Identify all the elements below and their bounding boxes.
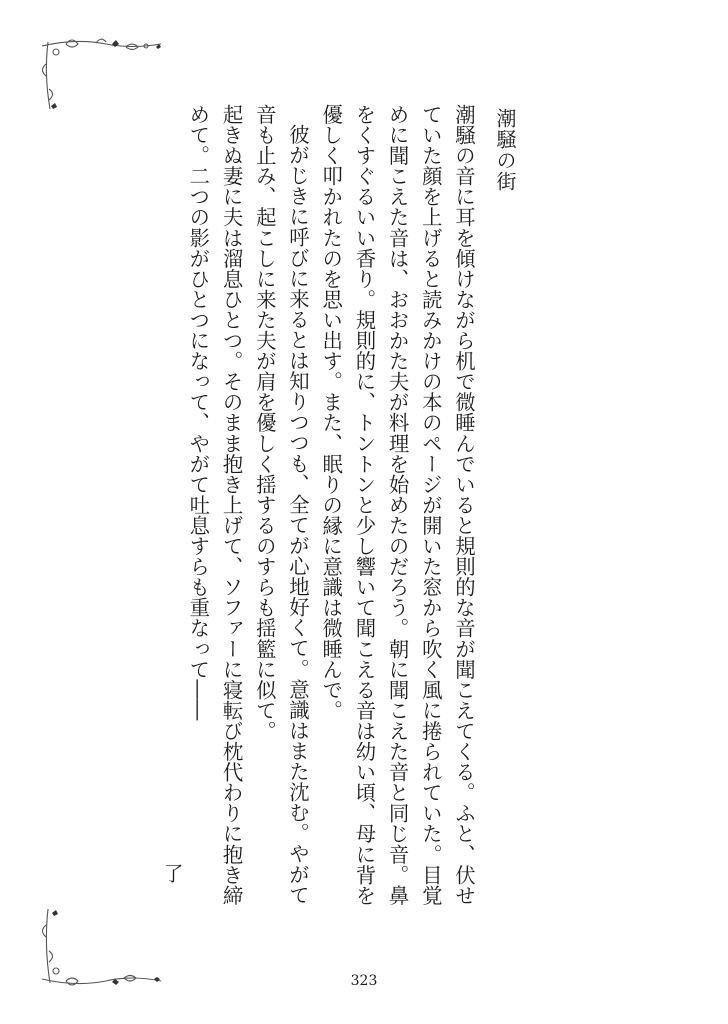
end-mark: 了 (160, 863, 184, 883)
page-number: 323 (350, 973, 378, 989)
paragraph: 起きぬ妻に夫は溜息ひとつ。そのまま抱き上げて、ソファーに寝転び枕代わりに抱き締めて。二つの影がひとつになって、やがて吐息すらも重なって―― (186, 104, 244, 906)
story-title: 潮騒の街 (493, 108, 517, 192)
paragraph: 彼がじきに呼びに来るとは知りつつも、全てが心地好くて。意識はまた沈む。やがて音も止み、起こしに来た夫が肩を優しく揺するのすらも揺籃に似て。 (252, 104, 310, 906)
story-body (186, 104, 480, 924)
paragraph: 潮騒の音に耳を傾けながら机で微睡んでいると規則的な音が聞こえてくる。ふと、伏せていた顔を上げると読みかけの本のページが開いた窓から吹く風に捲られていた。目覚めに聞こえた音は、おおかた夫が料理を始めたのだろう。朝に聞こえた音と同じ音。鼻をくすぐるいい香り。規則的に、トントンと少し響いて聞こえる音は幼い頃、母に背を優しく叩かれたのを思い出す。また、眠りの縁に意識は微睡んで。 (319, 104, 476, 906)
corner-ornament-top-left (36, 34, 166, 114)
